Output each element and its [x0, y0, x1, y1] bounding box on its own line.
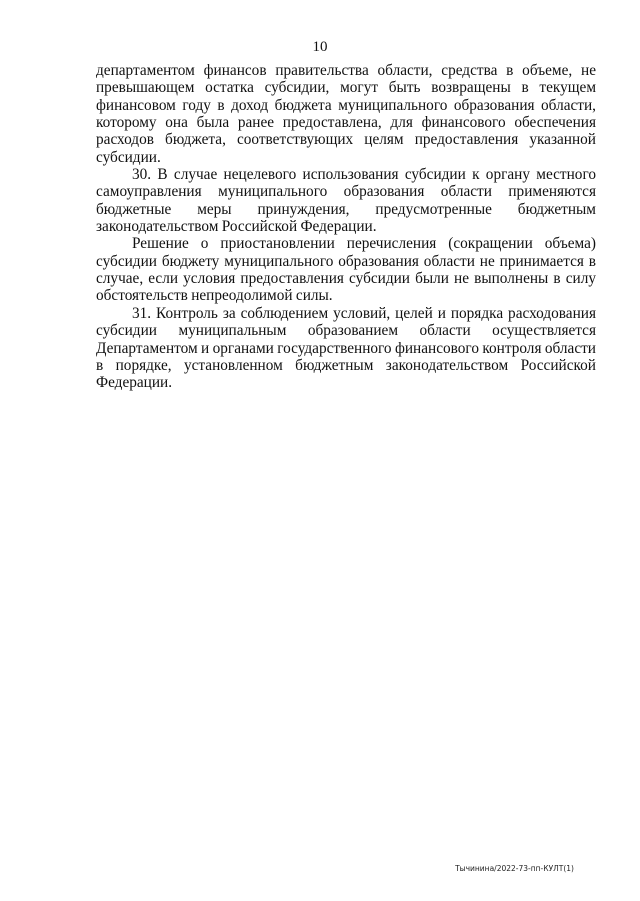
page-number: 10: [312, 39, 328, 55]
document-body: [96, 62, 596, 392]
paragraph-item-30: 30. В случае нецелевого использования субсидии к органу местного самоуправления муниципального образования области применяются бюджетные меры принуждения, предусмотренные бюджетным законодательством Российской Федерации.: [96, 166, 596, 236]
paragraph-suspension-decision: Решение о приостановлении перечисления (сокращении объема) субсидии бюджету муниципального образования области не принимается в случае, если условия предоставления субсидии были не выполнены в силу обстоятельств непреодолимой силы.: [96, 235, 596, 305]
paragraph-continuation: департаментом финансов правительства области, средства в объеме, не превышающем остатка субсидии, могут быть возвращены в текущем финансовом году в доход бюджета муниципального образования области, которому она была ранее предоставлена, для финансового обеспечения расходов бюджета, соответствующих целям предоставления указанной субсидии.: [96, 62, 596, 166]
footer-document-code: Тычинина/2022-73-пп-КУЛТ(1): [455, 864, 574, 873]
paragraph-item-31: 31. Контроль за соблюдением условий, целей и порядка расходования субсидии муниципальным образованием области осуществляется Департаментом и органами государственного финансового контроля области в порядке, установленном бюджетным законодательством Российской Федерации.: [96, 304, 596, 392]
